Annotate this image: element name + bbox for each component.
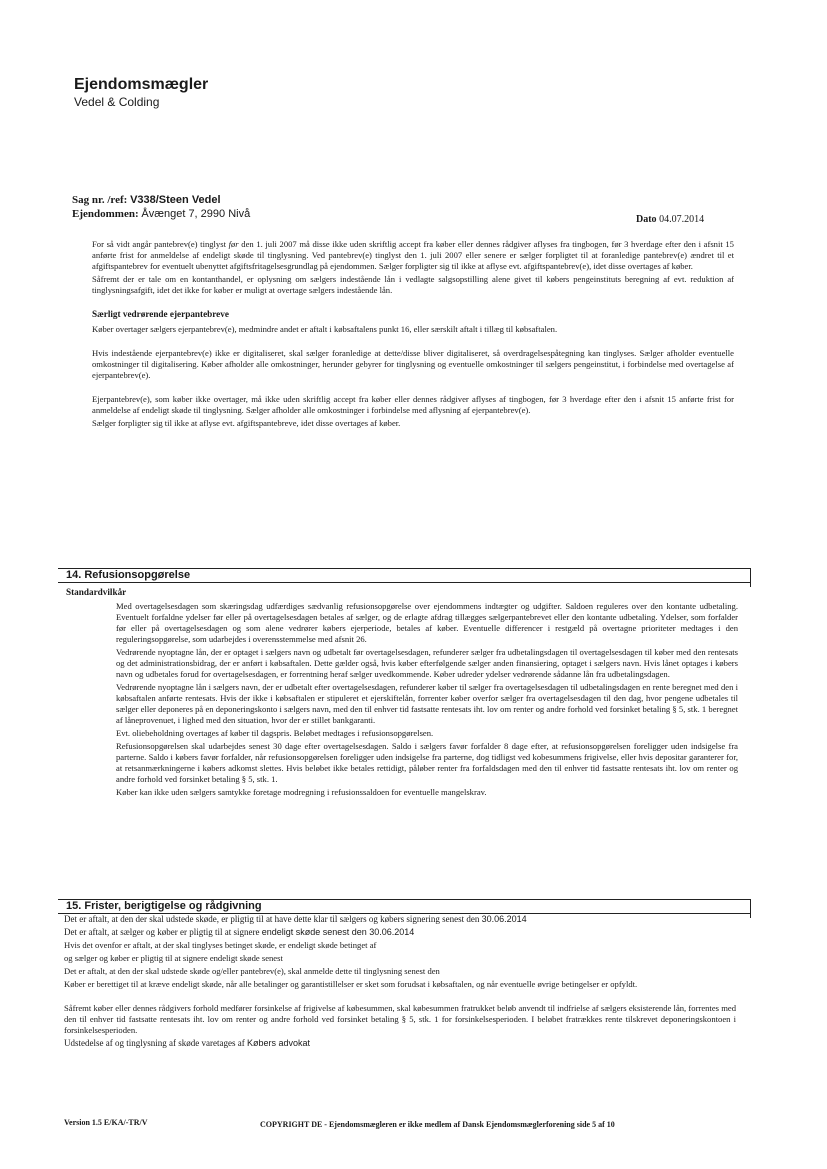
pantebreve-section	[92, 239, 734, 431]
property-line	[72, 208, 250, 220]
paragraph: Ejerpantebrev(e), som køber ikke overtager, må ikke uden skriftlig accept fra køber eller dennes rådgiver aflyses af tingbogen, før 3 hverdage efter den i afsnit 15 anførte frist for anmeldelse af endeligt skøde til tinglysning. Sælger afholder alle omkostninger i forbindelse med aflysning af ejerpantebrev(e).	[92, 394, 734, 415]
date-value: 04.07.2014	[659, 214, 705, 225]
paragraph: Hvis det ovenfor er aftalt, at der skal tinglyses betinget skøde, er endeligt skøde betinget af	[64, 940, 377, 950]
paragraph: Køber overtager sælgers ejerpantebrev(e), medmindre andet er aftalt i købsaftalens punkt 16, eller særskilt aftalt i tillæg til købsaftalen.	[92, 324, 558, 334]
date-line	[636, 214, 704, 225]
footer-copyright: COPYRIGHT DE - Ejendomsmægleren er ikke medlem af Dansk Ejendomsmæglerforening side 5 af 10	[260, 1120, 615, 1129]
paragraph: Såfremt der er tale om en kontanthandel, er oplysning om sælgers indestående lån i vedlagte salgsopstilling alene givet til købers pengeinstituts beregning af evt. reduktion af tinglysningsafgift, idet det ikke for køber er muligt at overtage sælgers indestående lån.	[92, 274, 734, 295]
company-subtitle: Vedel & Colding	[74, 95, 160, 109]
advokat-line: Udstedelse af og tinglysning af skøde varetages af Købers advokat	[64, 1038, 310, 1048]
standard-terms-label: Standardvilkår	[66, 587, 127, 597]
property-value: Åvænget 7, 2990 Nivå	[141, 208, 251, 220]
paragraph: Med overtagelsesdagen som skæringsdag udfærdiges sædvanlig refusionsopgørelse over ejendommens indtægter og udgifter. Saldoen reguleres over den kontante udbetaling. Eventuelt forfaldne ydelser før eller på overtagelsesdagen betales af sælger, og de erlagte afdrag tillægges sælgerpantebrevet eller den kontante udbetaling. Ydelser, som forfalder før eller på overtagelsesdagen og som alene vedrører købers ejerperiode, betales af køber. Eventuelle differencer i restgæld på overtagne prioriteter medtages i den reguleringsopgørelse, som udarbejdes i overensstemmelse med afsnit 26.	[116, 601, 738, 644]
property-label: Ejendommen:	[72, 208, 139, 220]
header-rule	[750, 569, 751, 587]
paragraph: Såfremt køber eller dennes rådgivers forhold medfører forsinkelse af frigivelse af købesummen, skal købesummen fratrukket beløb anvendt til indfrielse af sælgers eksisterende lån, forrentes med den til enhver tid fastsatte rentesats iht. lov om renter og andre forhold ved forsinket betaling § 5, stk. 1 for forsinkelsesperioden. I beløbet fratrækkes rente tilskrevet deponeringskontoen i forsinkelsesperioden.	[64, 1003, 736, 1035]
skoede-ready-line: Det er aftalt, at den der skal udstede skøde, er pligtig til at have dette klar til sælgers og købers signering senest den 30.06.2014	[64, 914, 527, 924]
paragraph: Vedrørende nyoptagne lån i sælgers navn, der er udbetalt efter overtagelsesdagen, refunderer køber til sælger fra overtagelsesdagen til udbetalingsdagen en rente beregnet med den i købsaftalen anførte rentesats. Hvis der ikke i købsaftalen er stipuleret et ejerskiftelån, forrenter køber overfor sælger fra overtagelsesdagen til den dag, hvor pengene udbetales til sælger eller deponeres på en deponeringskonto i sælgers navn, med den til enhver tid fastsatte rentesats iht. lov om renter og andre forhold ved forsinket betaling § 5, stk. 1 beregnet af låneprovenuet, i lighed med den situation, hvor der er stillet bankgaranti.	[116, 682, 738, 725]
paragraph: For så vidt angår pantebrev(e) tinglyst før den 1. juli 2007 må disse ikke uden skriftlig accept fra køber eller dennes rådgiver aflyses fra tingbogen, før 3 hverdage efter den i afsnit 15 anførte frist for anmeldelse af endeligt skøde til tinglysning. Ved pantebrev(e) tinglyst den 1. juli 2007 eller senere er sælger forpligtet til at foranledige pantebrev(e) ændret til et afgiftspantebrev for eventuelt ubenyttet afgiftsfritagelsesgrundlag på ejendommen. Sælger forpligter sig til ikke at aflyse evt. afgiftspantebrev(e), idet disse overtages af køber.	[92, 239, 734, 271]
paragraph: Hvis indestående ejerpantebrev(e) ikke er digitaliseret, skal sælger foranledige at dette/disse bliver digitaliseret, så overdragelsespåtegning kan tinglyses. Sælger afholder eventuelle omkostninger til digitalisering. Køber afholder alle omkostninger, herunder gebyrer for tinglysning og eventuelle omkostninger til sælgers pengeinstitut, i forbindelse med overtagelse af ejerpantebrev(e).	[92, 348, 734, 380]
section-15-title: 15. Frister, berigtigelse og rådgivning	[66, 900, 262, 912]
case-label: Sag nr. /ref:	[72, 194, 128, 206]
paragraph: Køber kan ikke uden sælgers samtykke foretage modregning i refusionssaldoen for eventuelle mangelskrav.	[116, 787, 487, 797]
header-rule	[750, 900, 751, 918]
paragraph: Evt. oliebeholdning overtages af køber til dagspris. Beløbet medtages i refusionsopgørelsen.	[116, 728, 434, 738]
footer-version: Version 1.5 E/KA/-TR/V	[64, 1118, 148, 1127]
paragraph: Køber er berettiget til at kræve endeligt skøde, når alle betalinger og garantistillelser er sket som forudsat i købsaftalen, og når eventuelle øvrige betingelser er opfyldt.	[64, 979, 638, 989]
section-15-header	[58, 899, 751, 914]
section-14-header	[58, 568, 751, 583]
company-name: Ejendomsmægler	[74, 76, 209, 93]
subheading: Særligt vedrørende ejerpantebreve	[92, 309, 229, 319]
paragraph: Refusionsopgørelsen skal udarbejdes senest 30 dage efter overtagelsesdagen. Saldo i sælgers favør forfalder 8 dage efter, at refusionsopgørelsen foreligger uden indsigelse fra parterne. Saldo i købers favør forfalder, når refusionsopgørelsen foreligger uden indsigelse fra parterne, dog tidligst ved kobesummens frigivelse, eller hvis depositar garanterer for, at retsanmærkningerne i købers adkomst slettes. Hvis beløbet ikke betales rettidigt, påløber renter fra forfaldsdagen med den til enhver tid fastsatte rentesats iht. lov om renter og andre forhold ved forsinket betaling § 5, stk. 1.	[116, 741, 738, 784]
section-14-title: 14. Refusionsopgørelse	[66, 569, 191, 581]
case-reference	[72, 194, 221, 206]
paragraph: og sælger og køber er pligtig til at signere endeligt skøde senest	[64, 953, 283, 963]
paragraph: Vedrørende nyoptagne lån, der er optaget i sælgers navn og udbetalt før overtagelsesdagen, refunderer sælger fra udbetalingsdagen til overtagelsesdagen til køber med den rentesats og det administrationsbidrag, der er anført i købsaftalen. Dette gælder også, hvis køber efterfølgende sælger anden finansiering, optaget i sælgers navn. Hvis lånet optages i købers navn og udbetales forud for overtagelsesdagen, er forrentning heraf sælger uvedkommende. Køber udreder ydelser vedrørende sådanne lån fra udbetalingsdagen.	[116, 647, 738, 679]
case-value: V338/Steen Vedel	[130, 194, 221, 206]
paragraph: Sælger forpligter sig til ikke at aflyse evt. afgiftspantebreve, idet disse overtages af køber.	[92, 418, 401, 428]
date-label: Dato	[636, 214, 657, 225]
section-14-body	[116, 601, 738, 800]
signing-line: Det er aftalt, at sælger og køber er pligtig til at signere endeligt skøde senest den 30.06.2014	[64, 927, 415, 937]
paragraph: Det er aftalt, at den der skal udstede skøde og/eller pantebrev(e), skal anmelde dette til tinglysning senest den	[64, 966, 440, 976]
section-15-body	[64, 914, 736, 1051]
